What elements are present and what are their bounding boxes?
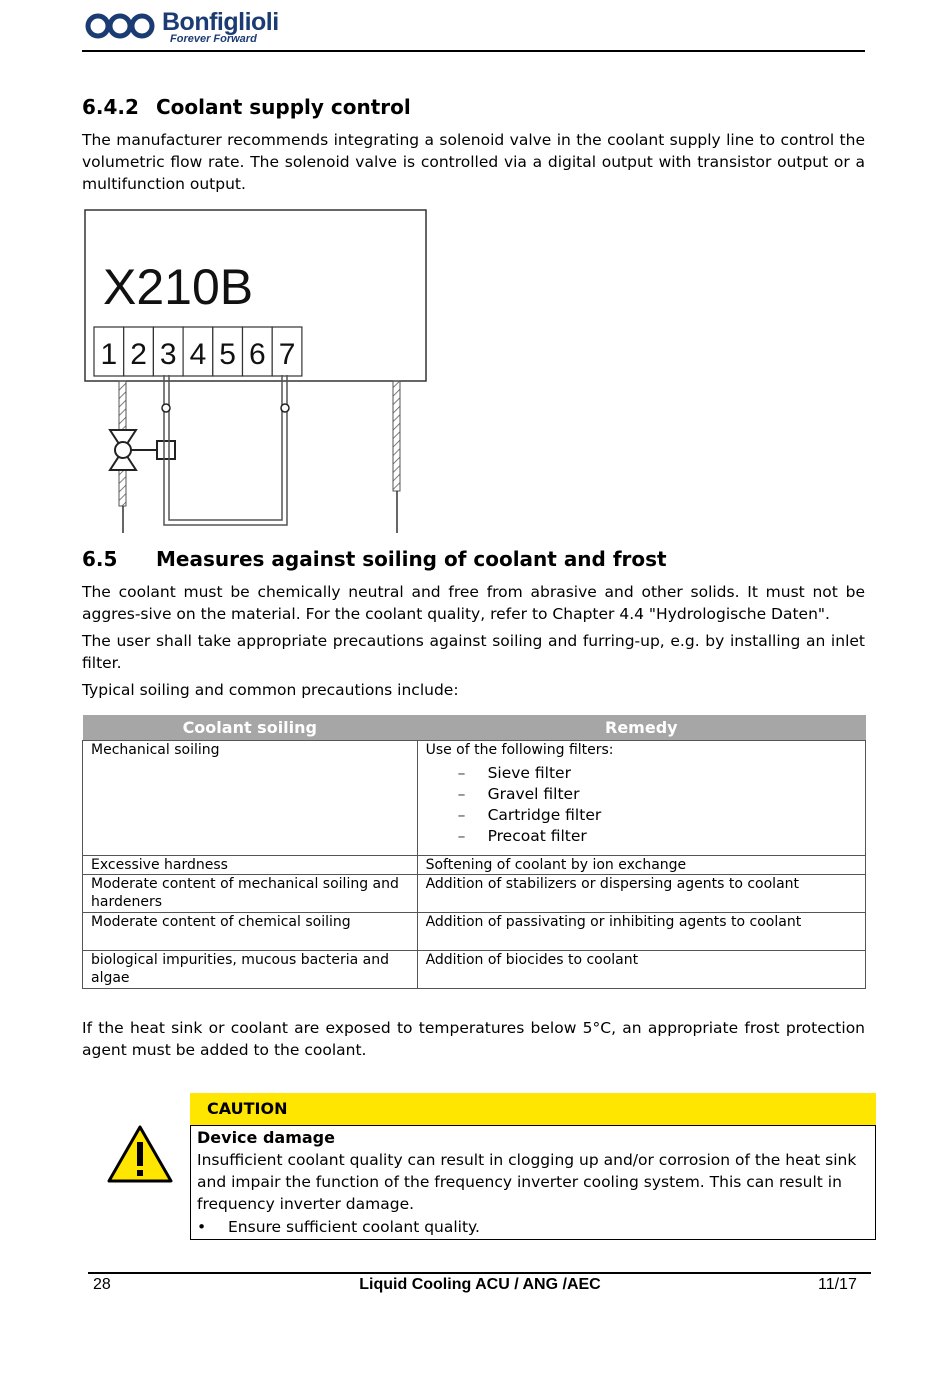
wiring-diagram: [82, 206, 442, 538]
filter-list: [426, 763, 857, 847]
frost-text: If the heat sink or coolant are exposed to temperatures below 5°C, an appropriate frost protection agent must be added to the coolant.: [82, 1019, 865, 1059]
brand-tagline: Forever Forward: [170, 33, 257, 45]
caution-title: Device damage: [197, 1128, 335, 1147]
caution-box: [190, 1125, 876, 1240]
remedy-cell: Addition of biocides to coolant: [417, 951, 865, 989]
list-item: – Sieve filter: [458, 763, 857, 784]
terminal-pin-label: 7: [278, 338, 296, 371]
section-title: Coolant supply control: [156, 95, 411, 119]
section-number: 6.5: [82, 547, 118, 571]
bonfiglioli-logo-icon: [84, 12, 156, 40]
warning-triangle-icon: [106, 1124, 174, 1184]
table-row: [83, 875, 866, 913]
soiling-cell: Excessive hardness: [83, 856, 418, 875]
terminal-pin-label: 1: [100, 338, 118, 371]
soiling-cell: Moderate content of chemical soiling: [83, 913, 418, 951]
table-row: [83, 856, 866, 875]
section-title: Measures against soiling of coolant and frost: [156, 547, 667, 571]
caution-label: CAUTION: [207, 1099, 288, 1118]
remedy-cell: Softening of coolant by ion exchange: [417, 856, 865, 875]
soiling-cell: Mechanical soiling: [83, 741, 418, 856]
remedy-cell: Use of the following filters: – Sieve filter – Gravel filter – Cartridge filter – Precoat filter: [417, 741, 865, 856]
soiling-cell: Moderate content of mechanical soiling and hardeners: [83, 875, 418, 913]
footer-title: Liquid Cooling ACU / ANG /AEC: [359, 1276, 601, 1293]
caution-bullet: • Ensure sufficient coolant quality.: [197, 1218, 480, 1236]
section-642-text: The manufacturer recommends integrating a solenoid valve in the coolant supply line to control the volumetric flow rate. The solenoid valve is controlled via a digital output with transistor output or a multifunction output.: [82, 131, 865, 193]
section-642-heading: [82, 95, 411, 119]
footer-divider: [88, 1272, 871, 1274]
table-header-soiling: Coolant soiling: [83, 715, 418, 741]
list-item: – Precoat filter: [458, 826, 857, 847]
page-number: 28: [93, 1276, 111, 1293]
terminal-pin-label: 2: [130, 338, 147, 371]
terminal-label: X210B: [103, 259, 254, 315]
caution-text: Insufficient coolant quality can result in clogging up and/or corrosion of the heat sink and impair the function of the frequency inverter cooling system. This can result in frequency inverter damage.: [197, 1151, 857, 1213]
section-65-para1: The coolant must be chemically neutral and free from abrasive and other solids. It must not be aggres-sive on the material. For the coolant quality, refer to Chapter 4.4 "Hydrologische Daten".: [82, 583, 865, 623]
remedy-cell: Addition of stabilizers or dispersing agents to coolant: [417, 875, 865, 913]
remedy-cell: Addition of passivating or inhibiting agents to coolant: [417, 913, 865, 951]
terminal-pin-label: 5: [219, 338, 236, 371]
section-65-heading: [82, 547, 667, 571]
list-item: – Cartridge filter: [458, 805, 857, 826]
soiling-table: [82, 715, 866, 989]
solenoid-valve-icon: [110, 430, 175, 470]
caution-banner: [190, 1093, 876, 1125]
section-65-para3: Typical soiling and common precautions include:: [82, 681, 459, 699]
terminal-pin-label: 3: [159, 338, 177, 371]
table-row: [83, 741, 866, 856]
terminal-pin-label: 4: [189, 338, 207, 371]
section-number: 6.4.2: [82, 95, 139, 119]
table-header-remedy: Remedy: [417, 715, 865, 741]
section-65-para2: The user shall take appropriate precautions against soiling and furring-up, e.g. by installing an inlet filter.: [82, 632, 865, 672]
soiling-cell: biological impurities, mucous bacteria and algae: [83, 951, 418, 989]
table-row: [83, 913, 866, 951]
list-item: – Gravel filter: [458, 784, 857, 805]
bullet-icon: •: [197, 1218, 207, 1236]
table-row: [83, 951, 866, 989]
brand-name: Bonfiglioli: [162, 8, 279, 36]
page-header: [82, 6, 865, 52]
footer-date: 11/17: [818, 1276, 857, 1293]
terminal-pin-label: 6: [249, 338, 266, 371]
